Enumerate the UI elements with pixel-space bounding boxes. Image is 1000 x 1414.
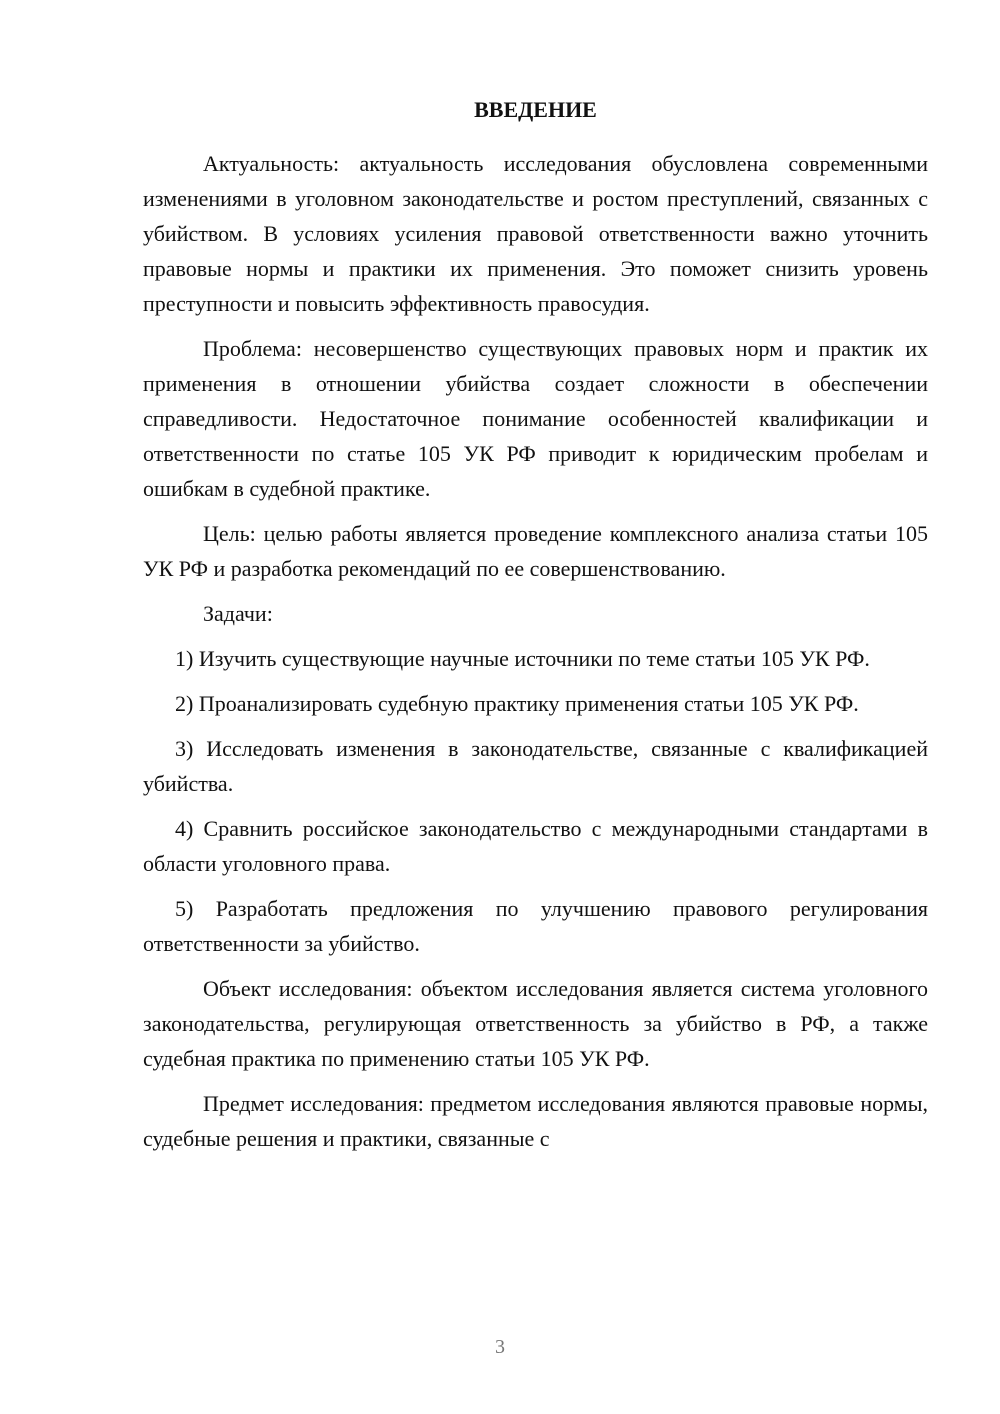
subject-paragraph: Предмет исследования: предметом исследования являются правовые нормы, судебные решения и практики, связанные с <box>143 1091 928 1151</box>
tasks-label: Задачи: <box>203 601 273 626</box>
task-item-2: 2) Проанализировать судебную практику применения статьи 105 УК РФ. <box>175 691 859 716</box>
object-paragraph: Объект исследования: объектом исследования является система уголовного законодательства, регулирующая ответственность за убийство в РФ, а также судебная практика по применению статьи 105 УК РФ. <box>143 976 928 1071</box>
document-page <box>143 96 928 1166</box>
task-item-4: 4) Сравнить российское законодательство с международными стандартами в области уголовного права. <box>143 816 928 876</box>
task-item-3: 3) Исследовать изменения в законодательстве, связанные с квалификацией убийства. <box>143 736 928 796</box>
goal-paragraph: Цель: целью работы является проведение комплексного анализа статьи 105 УК РФ и разработка рекомендаций по ее совершенствованию. <box>143 521 928 581</box>
task-item-1: 1) Изучить существующие научные источники по теме статьи 105 УК РФ. <box>175 646 870 671</box>
relevance-paragraph: Актуальность: актуальность исследования обусловлена современными изменениями в уголовном законодательстве и ростом преступлений, связанных с убийством. В условиях усиления правовой ответственности важно уточнить правовые нормы и практики их применения. Это поможет снизить уровень преступности и повысить эффективность правосудия. <box>143 151 928 316</box>
problem-paragraph: Проблема: несовершенство существующих правовых норм и практик их применения в отношении убийства создает сложности в обеспечении справедливости. Недостаточное понимание особенностей квалификации и ответственности по статье 105 УК РФ приводит к юридическим пробелам и ошибкам в судебной практике. <box>143 336 928 501</box>
task-item-5: 5) Разработать предложения по улучшению правового регулирования ответственности за убийство. <box>143 896 928 956</box>
section-heading: ВВЕДЕНИЕ <box>474 97 597 122</box>
page-number: 3 <box>495 1336 505 1358</box>
